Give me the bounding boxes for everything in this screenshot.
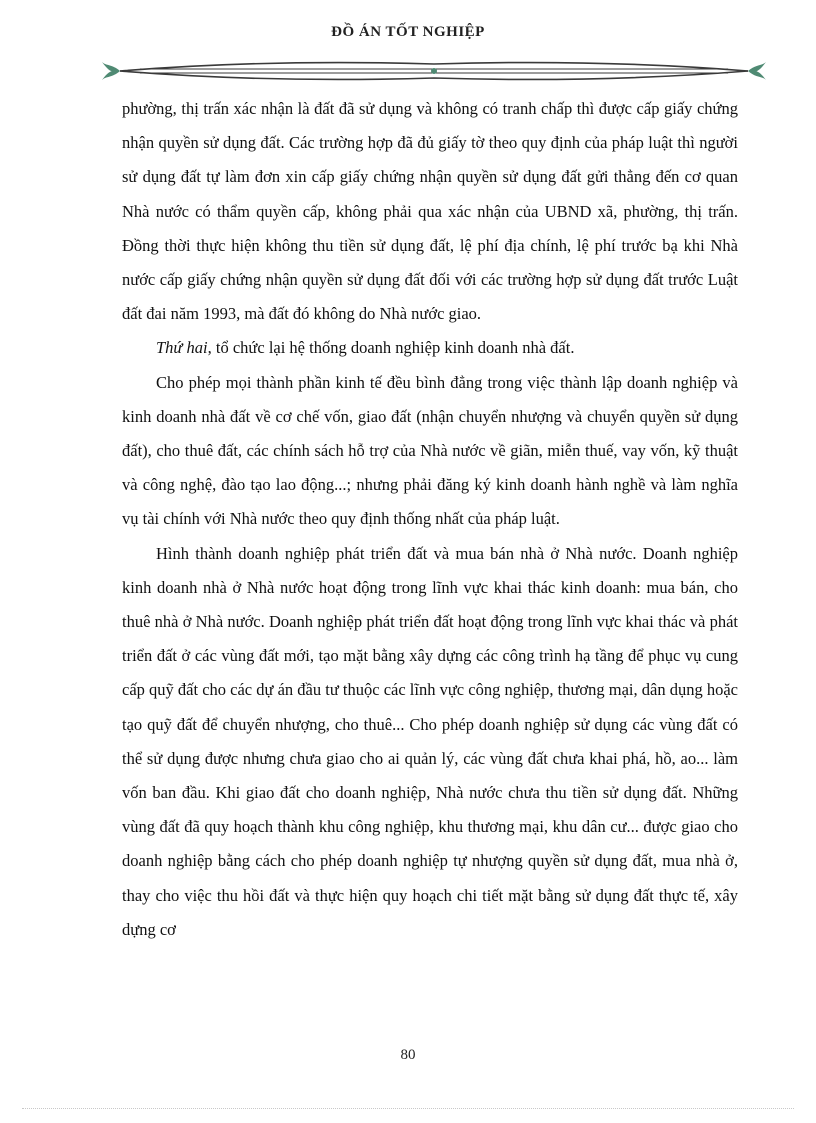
paragraph-2 [122, 331, 738, 365]
paragraph-2-rest: , tổ chức lại hệ thống doanh nghiệp kinh doanh nhà đất. [207, 338, 575, 358]
header-ornament [100, 56, 768, 86]
paragraph-1: phường, thị trấn xác nhận là đất đã sử dụng và không có tranh chấp thì được cấp giấy chứng nhận quyền sử dụng đất. Các trường hợp đã đủ giấy tờ theo quy định của pháp luật thì người sử dụng đất tự làm đơn xin cấp giấy chứng nhận quyền sử dụng đất gửi thẳng đến cơ quan Nhà nước có thẩm quyền cấp, không phải qua xác nhận của UBND xã, phường, thị trấn. Đồng thời thực hiện không thu tiền sử dụng đất, lệ phí địa chính, lệ phí trước bạ khi Nhà nước cấp giấy chứng nhận quyền sử dụng đất đối với các trường hợp sử dụng đất trước Luật đất đai năm 1993, mà đất đó không do Nhà nước giao. [122, 99, 738, 324]
body-text [122, 92, 738, 947]
page-number: 80 [400, 1047, 416, 1063]
paragraph-4: Hình thành doanh nghiệp phát triển đất và mua bán nhà ở Nhà nước. Doanh nghiệp kinh doanh nhà ở Nhà nước hoạt động trong lĩnh vực khai thác kinh doanh: mua bán, cho thuê nhà ở Nhà nước. Doanh nghiệp phát triển đất hoạt động trong lĩnh vực khai thác và phát triển đất ở các vùng đất mới, tạo mặt bằng xây dựng các công trình hạ tầng để phục vụ cung cấp quỹ đất cho các dự án đầu tư thuộc các lĩnh vực công nghiệp, thương mại, dân dụng hoặc tạo quỹ đất để chuyển nhượng, cho thuê... Cho phép doanh nghiệp sử dụng các vùng đất có thể sử dụng được nhưng chưa giao cho ai quản lý, các vùng đất chưa khai phá, hồ, ao... làm vốn ban đầu. Khi giao đất cho doanh nghiệp, Nhà nước chưa thu tiền sử dụng đất. Những vùng đất đã quy hoạch thành khu công nghiệp, khu thương mại, khu dân cư... được giao cho doanh nghiệp bằng cách cho phép doanh nghiệp tự nhượng quyền sử dụng đất, mua nhà ở, thay cho việc thu hồi đất và thực hiện quy hoạch chi tiết mặt bằng sử dụng đất thực tế, xây dựng cơ [122, 543, 738, 939]
paragraph-3: Cho phép mọi thành phần kinh tế đều bình đẳng trong việc thành lập doanh nghiệp và kinh doanh nhà đất về cơ chế vốn, giao đất (nhận chuyển nhượng và chuyển quyền sử dụng đất), cho thuê đất, các chính sách hỗ trợ của Nhà nước về giãn, miễn thuế, vay vốn, kỹ thuật và công nghệ, đào tạo lao động...; nhưng phải đăng ký kinh doanh hành nghề và làm nghĩa vụ tài chính với Nhà nước theo quy định thống nhất của pháp luật. [122, 372, 738, 529]
header-title: ĐỒ ÁN TỐT NGHIỆP [331, 24, 485, 40]
bottom-rule [22, 1108, 794, 1109]
paragraph-2-lead: Thứ hai [156, 338, 208, 358]
